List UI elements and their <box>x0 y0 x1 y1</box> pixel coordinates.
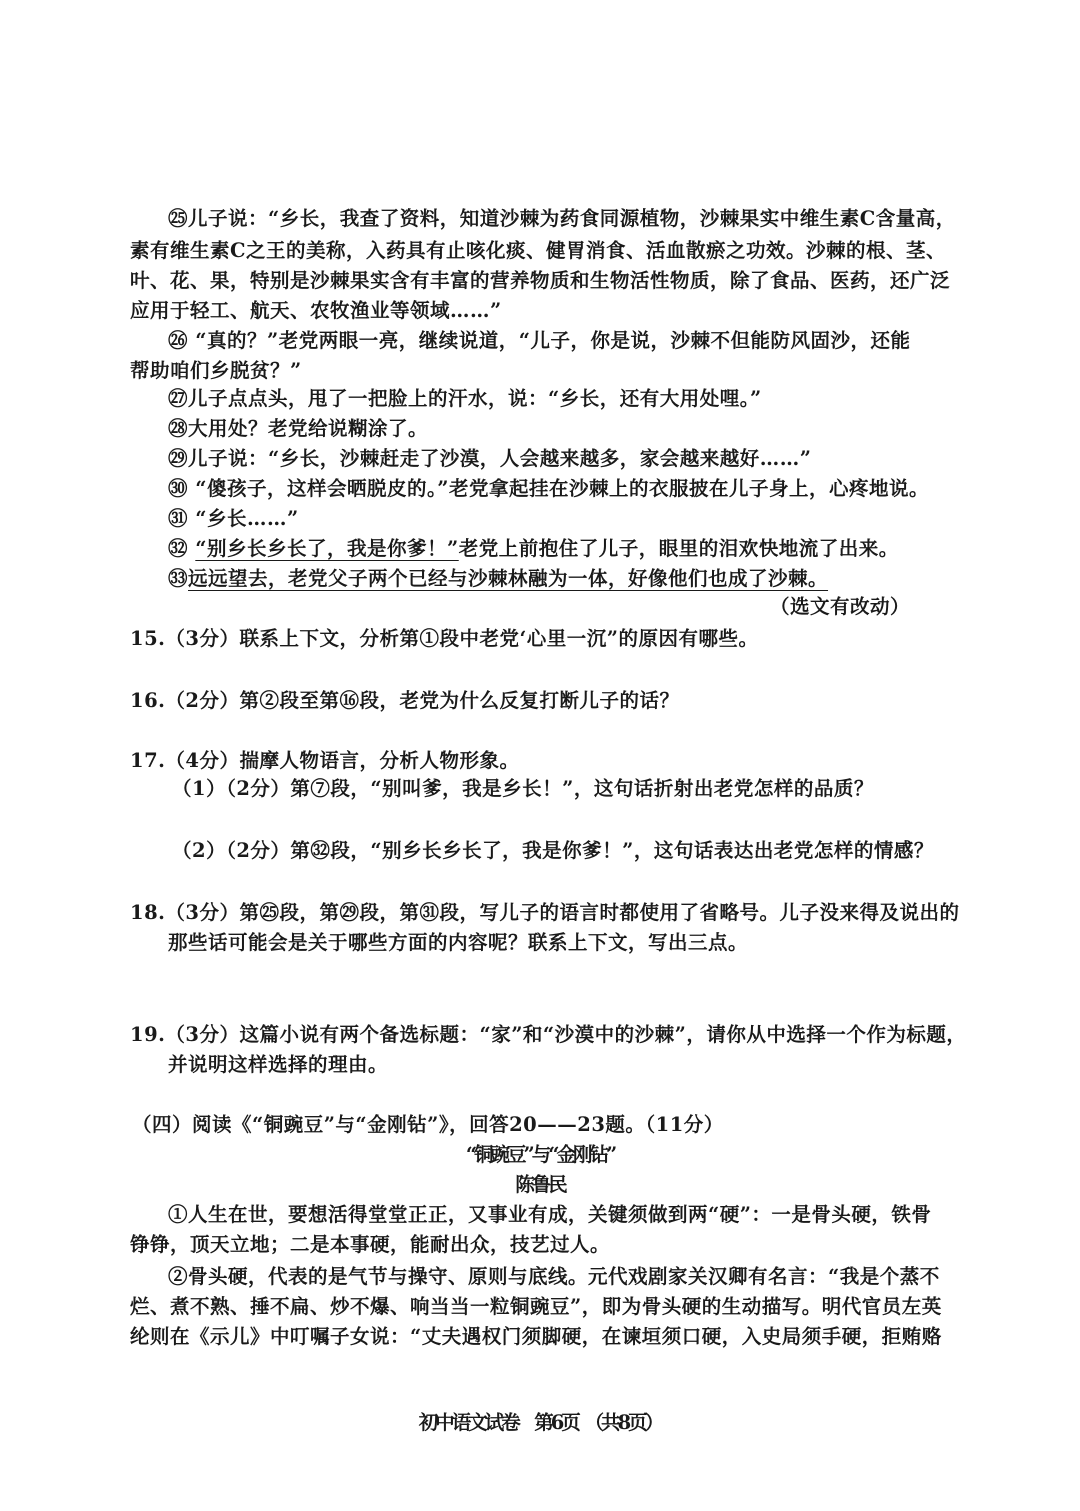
paragraph-31: ㉛ “乡长……” <box>168 507 299 530</box>
paragraph-33-underlined-text: 远远望去，老党父子两个已经与沙棘林融为一体，好像他们也成了沙棘。 <box>188 567 829 590</box>
article-paragraph-1-line-2: 铮铮，顶天立地；二是本事硬，能耐出众，技艺过人。 <box>130 1233 611 1256</box>
paragraph-25-line-4: 应用于轻工、航天、农牧渔业等领域……” <box>130 299 502 322</box>
paragraph-32 <box>168 534 899 564</box>
source-note: （选文有改动） <box>769 595 910 618</box>
paragraph-25-line-3: 叶、花、果，特别是沙棘果实含有丰富的营养物质和生物活性物质，除了食品、医药，还广泛 <box>130 269 951 292</box>
article-title: “铜豌豆”与“金刚钻” <box>465 1143 615 1166</box>
question-18-line-1: 18.（3分）第㉕段，第㉙段，第㉛段，写儿子的语言时都使用了省略号。儿子没来得及说出的 <box>130 901 960 924</box>
paragraph-32-rest: 老党上前抱住了儿子，眼里的泪欢快地流了出来。 <box>458 537 899 560</box>
question-17-1: （1）（2分）第⑦段，“别叫爹，我是乡长！”，这句话折射出老党怎样的品质？ <box>172 777 874 800</box>
paragraph-26-line-1: ㉖ “真的？”老党两眼一亮，继续说道，“儿子，你是说，沙棘不但能防风固沙，还能 <box>168 329 911 352</box>
paragraph-30: ㉚ “傻孩子，这样会晒脱皮的。”老党拿起挂在沙棘上的衣服披在儿子身上，心疼地说。 <box>168 477 929 500</box>
paragraph-25-line-2: 素有维生素C之王的美称，入药具有止咳化痰、健胃消食、活血散瘀之功效。沙棘的根、茎、 <box>130 239 947 262</box>
question-15: 15.（3分）联系上下文，分析第①段中老党‘心里一沉”的原因有哪些。 <box>130 627 759 650</box>
paragraph-27: ㉗儿子点点头，甩了一把脸上的汗水，说：“乡长，还有大用处哩。” <box>168 387 762 410</box>
question-19-line-2: 并说明这样选择的理由。 <box>168 1053 389 1076</box>
paragraph-26-line-2: 帮助咱们乡脱贫？” <box>130 359 302 382</box>
page-footer: 初中语文试卷 第6页 （共8页） <box>418 1411 662 1434</box>
question-17: 17.（4分）揣摩人物语言，分析人物形象。 <box>130 749 520 772</box>
question-19-line-1: 19.（3分）这篇小说有两个备选标题：“家”和“沙漠中的沙棘”，请你从中选择一个作为标题， <box>130 1023 967 1046</box>
paragraph-32-number: ㉜ <box>168 537 196 560</box>
paragraph-28: ㉘大用处？老党给说糊涂了。 <box>168 417 429 440</box>
article-paragraph-2-line-1: ②骨头硬，代表的是气节与操守、原则与底线。元代戏剧家关汉卿有名言：“我是个蒸不 <box>168 1265 940 1288</box>
question-17-2: （2）（2分）第㉜段，“别乡长乡长了，我是你爹！”，这句话表达出老党怎样的情感？ <box>172 839 934 862</box>
paragraph-32-underlined-quote: “别乡长乡长了，我是你爹！” <box>195 537 459 560</box>
paragraph-25-line-1: ㉕儿子说：“乡长，我查了资料，知道沙棘为药食同源植物，沙棘果实中维生素C含量高， <box>168 207 956 230</box>
section-4-heading: （四）阅读《“铜豌豆”与“金刚钻”》，回答20——23题。（11分） <box>132 1113 724 1136</box>
article-paragraph-1-line-1: ①人生在世，要想活得堂堂正正，又事业有成，关键须做到两“硬”：一是骨头硬，铁骨 <box>168 1203 932 1226</box>
paragraph-33 <box>168 564 828 594</box>
question-18-line-2: 那些话可能会是关于哪些方面的内容呢？联系上下文，写出三点。 <box>168 931 749 954</box>
paragraph-33-number: ㉝ <box>168 567 189 590</box>
article-author: 陈鲁民 <box>515 1173 565 1196</box>
paragraph-29: ㉙儿子说：“乡长，沙棘赶走了沙漠，人会越来越多，家会越来越好……” <box>168 447 812 470</box>
question-16: 16.（2分）第②段至第⑯段，老党为什么反复打断儿子的话？ <box>130 689 680 712</box>
article-paragraph-2-line-2: 烂、煮不熟、捶不扁、炒不爆、响当当一粒铜豌豆”，即为骨头硬的生动描写。明代官员左英 <box>130 1295 942 1318</box>
article-paragraph-2-line-3: 纶则在《示儿》中叮嘱子女说：“丈夫遇权门须脚硬，在谏垣须口硬，入史局须手硬，拒贿赂 <box>130 1325 942 1348</box>
